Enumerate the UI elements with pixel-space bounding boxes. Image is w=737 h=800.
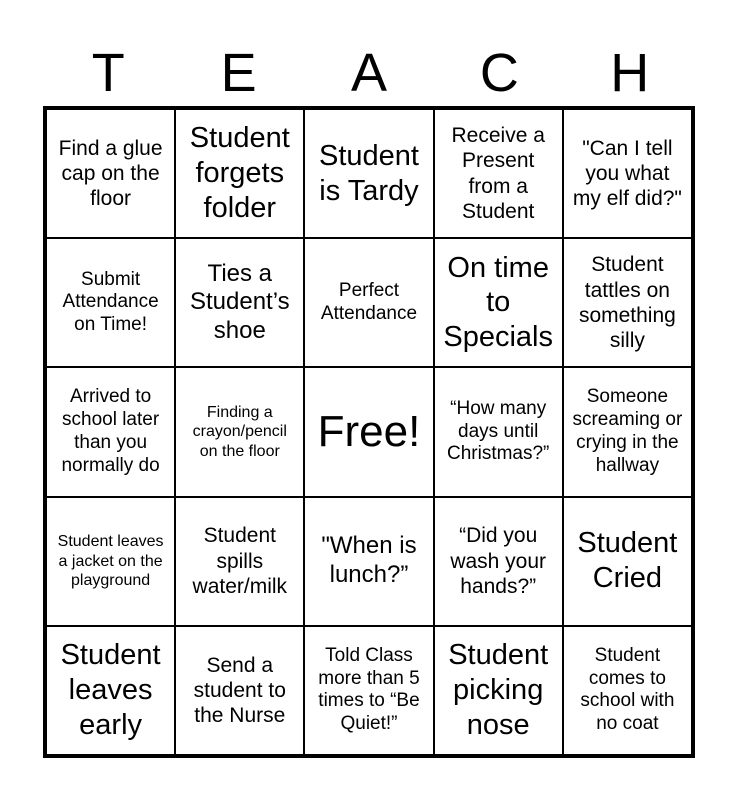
bingo-cell[interactable] xyxy=(434,626,563,755)
cell-text: Student is Tardy xyxy=(319,139,419,207)
cell-text: Finding a crayon/pencil on the floor xyxy=(192,404,287,460)
header-letter-t: T xyxy=(91,43,125,103)
bingo-cell[interactable] xyxy=(304,497,433,626)
cell-text: On time to Specials xyxy=(443,251,553,354)
cell-text: "When is lunch?” xyxy=(321,532,417,589)
cell-text: Student leaves a jacket on the playground xyxy=(57,533,164,589)
bingo-cell[interactable] xyxy=(563,497,692,626)
free-space-text: Free! xyxy=(317,406,421,456)
cell-text: Told Class more than 5 times to “Be Quiet!” xyxy=(318,644,420,735)
header-letter-a: A xyxy=(350,43,387,103)
bingo-cell[interactable] xyxy=(46,626,175,755)
cell-text: Receive a Present from a Student xyxy=(451,124,545,223)
bingo-board xyxy=(43,106,695,758)
bingo-cell[interactable] xyxy=(46,238,175,367)
bingo-cell[interactable] xyxy=(434,238,563,367)
cell-text: Student tattles on something silly xyxy=(578,253,676,352)
cell-text: Ties a Student’s shoe xyxy=(189,259,290,345)
cell-text: “Did you wash your hands?” xyxy=(450,524,547,598)
cell-text: Student Cried xyxy=(577,527,678,595)
bingo-cell[interactable] xyxy=(46,497,175,626)
bingo-cell[interactable] xyxy=(175,497,304,626)
cell-text: Student forgets folder xyxy=(189,122,290,224)
bingo-cell[interactable] xyxy=(304,626,433,755)
cell-text: Student spills water/milk xyxy=(192,524,288,598)
bingo-cell[interactable] xyxy=(175,109,304,238)
bingo-cell[interactable] xyxy=(175,367,304,496)
bingo-cell[interactable] xyxy=(46,367,175,496)
cell-text: Send a student to the Nurse xyxy=(193,653,286,727)
bingo-cell[interactable] xyxy=(434,109,563,238)
bingo-cell[interactable] xyxy=(46,109,175,238)
bingo-header xyxy=(43,40,695,106)
cell-text: “How many days until Christmas?” xyxy=(446,397,550,465)
bingo-cell[interactable] xyxy=(563,626,692,755)
free-space-cell[interactable] xyxy=(304,367,433,496)
bingo-cell[interactable] xyxy=(563,109,692,238)
bingo-cell[interactable] xyxy=(563,238,692,367)
cell-text: Someone screaming or crying in the hallway xyxy=(572,386,683,476)
bingo-cell[interactable] xyxy=(304,238,433,367)
cell-text: Student leaves early xyxy=(60,639,161,741)
bingo-cell[interactable] xyxy=(175,238,304,367)
bingo-cell[interactable] xyxy=(434,367,563,496)
cell-text: "Can I tell you what my elf did?" xyxy=(572,136,682,211)
cell-text: Student comes to school with no coat xyxy=(580,644,675,735)
bingo-cell[interactable] xyxy=(175,626,304,755)
header-letter-h: H xyxy=(610,43,650,103)
header-letter-c: C xyxy=(479,43,519,103)
cell-text: Find a glue cap on the floor xyxy=(58,136,163,211)
bingo-cell[interactable] xyxy=(304,109,433,238)
cell-text: Perfect Attendance xyxy=(320,279,418,324)
cell-text: Student picking nose xyxy=(448,639,549,741)
cell-text: Submit Attendance on Time! xyxy=(62,268,159,336)
cell-text: Arrived to school later than you normally do xyxy=(61,386,160,476)
bingo-cell[interactable] xyxy=(563,367,692,496)
bingo-cell[interactable] xyxy=(434,497,563,626)
header-letter-e: E xyxy=(220,43,257,103)
